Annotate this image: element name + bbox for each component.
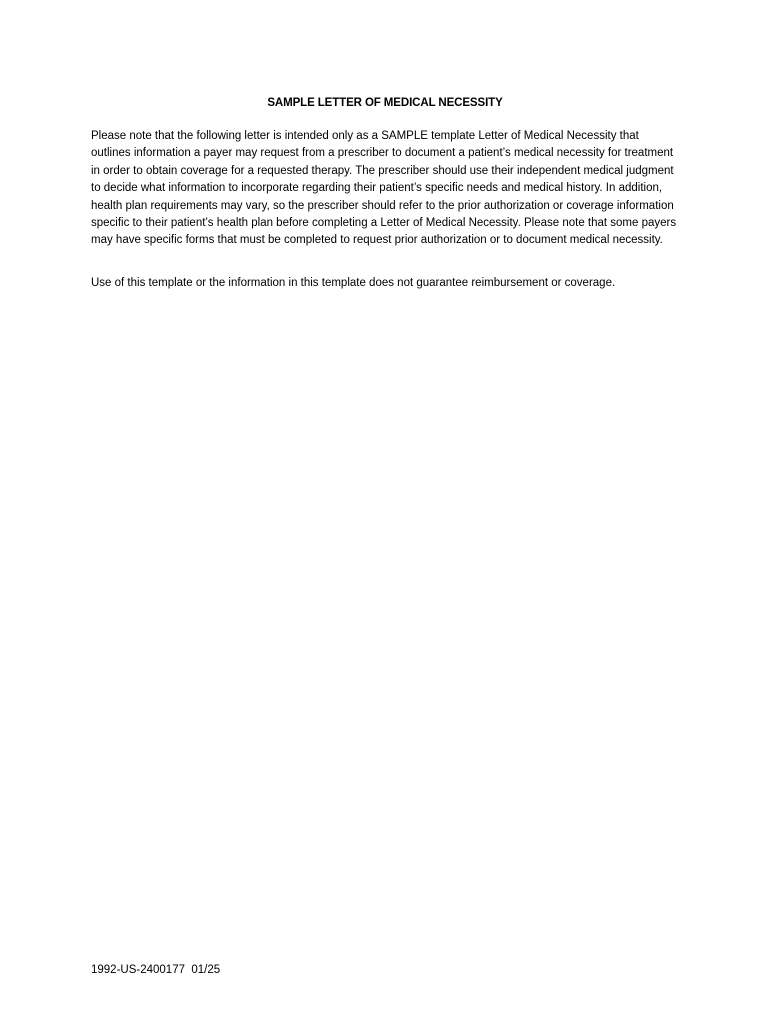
document-title: SAMPLE LETTER OF MEDICAL NECESSITY <box>267 97 503 109</box>
footer-document-code: 1992-US-2400177 01/25 <box>91 964 221 976</box>
disclaimer-paragraph: Use of this template or the information in this template does not guarantee reimbursement or coverage. <box>91 277 616 289</box>
intro-paragraph: Please note that the following letter is intended only as a SAMPLE template Letter of Medical Necessity that outlines information a payer may request from a prescriber to document a patient’s medical necessity for treatment in order to obtain coverage for a requested therapy. The prescriber should use their independent medical judgment to decide what information to incorporate regarding their patient’s specific needs and medical history. In addition, health plan requirements may vary, so the prescriber should refer to the prior authorization or coverage information specific to their patient’s health plan before completing a Letter of Medical Necessity. Please note that some payers may have specific forms that must be completed to request prior authorization or to document medical necessity. <box>91 130 677 247</box>
